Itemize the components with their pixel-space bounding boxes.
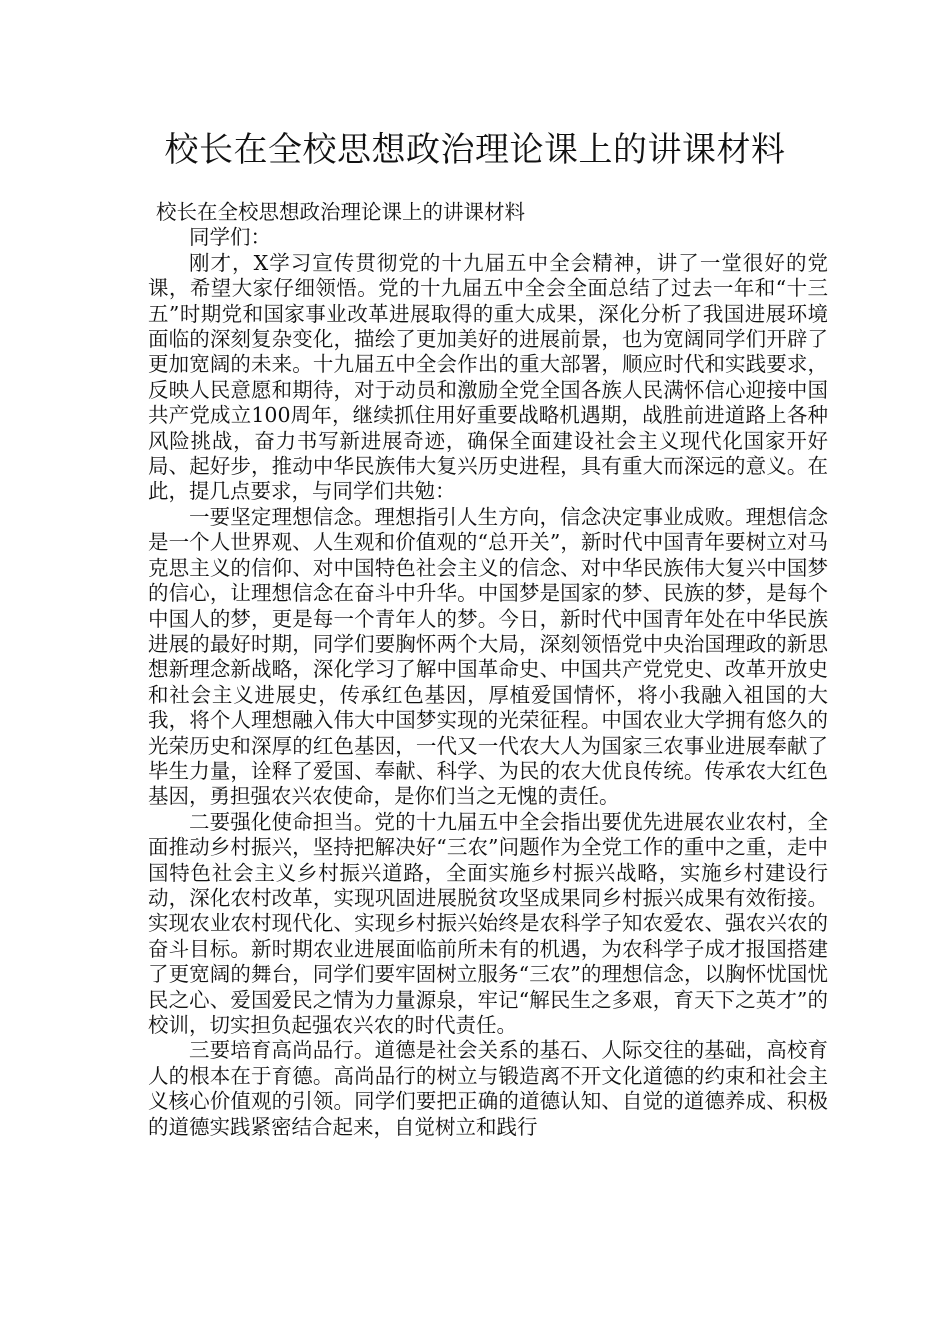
paragraph-morality: 三要培育高尚品行。道德是社会关系的基石、人际交往的基础，高校育人的根本在于育德。高尚品行的树立与锻造离不开文化道德的约束和社会主义核心价值观的引领。同学们要把正确的道德认知、自觉的道德养成、积极的道德实践紧密结合起来，自觉树立和践行	[148, 1038, 828, 1139]
document-title: 校长在全校思想政治理论课上的讲课材料	[164, 130, 786, 170]
paragraph-ideals: 一要坚定理想信念。理想指引人生方向，信念决定事业成败。理想信念是一个人世界观、人生观和价值观的“总开关”，新时代中国青年要树立对马克思主义的信仰、对中国特色社会主义的信念、对中华民族伟大复兴中国梦的信心，让理想信念在奋斗中升华。中国梦是国家的梦、民族的梦，是每个中国人的梦，更是每一个青年人的梦。今日，新时代中国青年处在中华民族进展的最好时期，同学们要胸怀两个大局，深刻领悟党中央治国理政的新思想新理念新战略，深化学习了解中国革命史、中国共产党党史、改革开放史和社会主义进展史，传承红色基因，厚植爱国情怀，将小我融入祖国的大我，将个人理想融入伟大中国梦实现的光荣征程。中国农业大学拥有悠久的光荣历史和深厚的红色基因，一代又一代农大人为国家三农事业进展奉献了毕生力量，诠释了爱国、奉献、科学、为民的农大优良传统。传承农大红色基因，勇担强农兴农使命，是你们当之无愧的责任。	[148, 504, 828, 809]
salutation: 同学们：	[189, 225, 271, 250]
paragraph-intro: 刚才，X学习宣传贯彻党的十九届五中全会精神，讲了一堂很好的党课，希望大家仔细领悟。党的十九届五中全会全面总结了过去一年和“十三五”时期党和国家事业改革进展取得的重大成果，深化分析了我国进展环境面临的深刻复杂变化，描绘了更加美好的进展前景，也为宽阔同学们开辟了更加宽阔的未来。十九届五中全会作出的重大部署，顺应时代和实践要求，反映人民意愿和期待，对于动员和激励全党全国各族人民满怀信心迎接中国共产党成立100周年，继续抓住用好重要战略机遇期，战胜前进道路上各种风险挑战，奋力书写新进展奇迹，确保全面建设社会主义现代化国家开好局、起好步，推动中华民族伟大复兴历史进程，具有重大而深远的意义。在此，提几点要求，与同学们共勉：	[148, 250, 828, 504]
paragraph-mission: 二要强化使命担当。党的十九届五中全会指出要优先进展农业农村，全面推动乡村振兴，坚持把解决好“三农”问题作为全党工作的重中之重，走中国特色社会主义乡村振兴道路，全面实施乡村振兴战略，实施乡村建设行动，深化农村改革，实现巩固进展脱贫攻坚成果同乡村振兴成果有效衔接。实现农业农村现代化、实现乡村振兴始终是农科学子知农爱农、强农兴农的奋斗目标。新时期农业进展面临前所未有的机遇，为农科学子成才报国搭建了更宽阔的舞台，同学们要牢固树立服务“三农”的理想信念，以胸怀忧国忧民之心、爱国爱民之情为力量源泉，牢记“解民生之多艰，育天下之英才”的校训，切实担负起强农兴农的时代责任。	[148, 809, 828, 1037]
document-subtitle: 校长在全校思想政治理论课上的讲课材料	[156, 200, 525, 224]
document-body	[148, 200, 828, 1140]
